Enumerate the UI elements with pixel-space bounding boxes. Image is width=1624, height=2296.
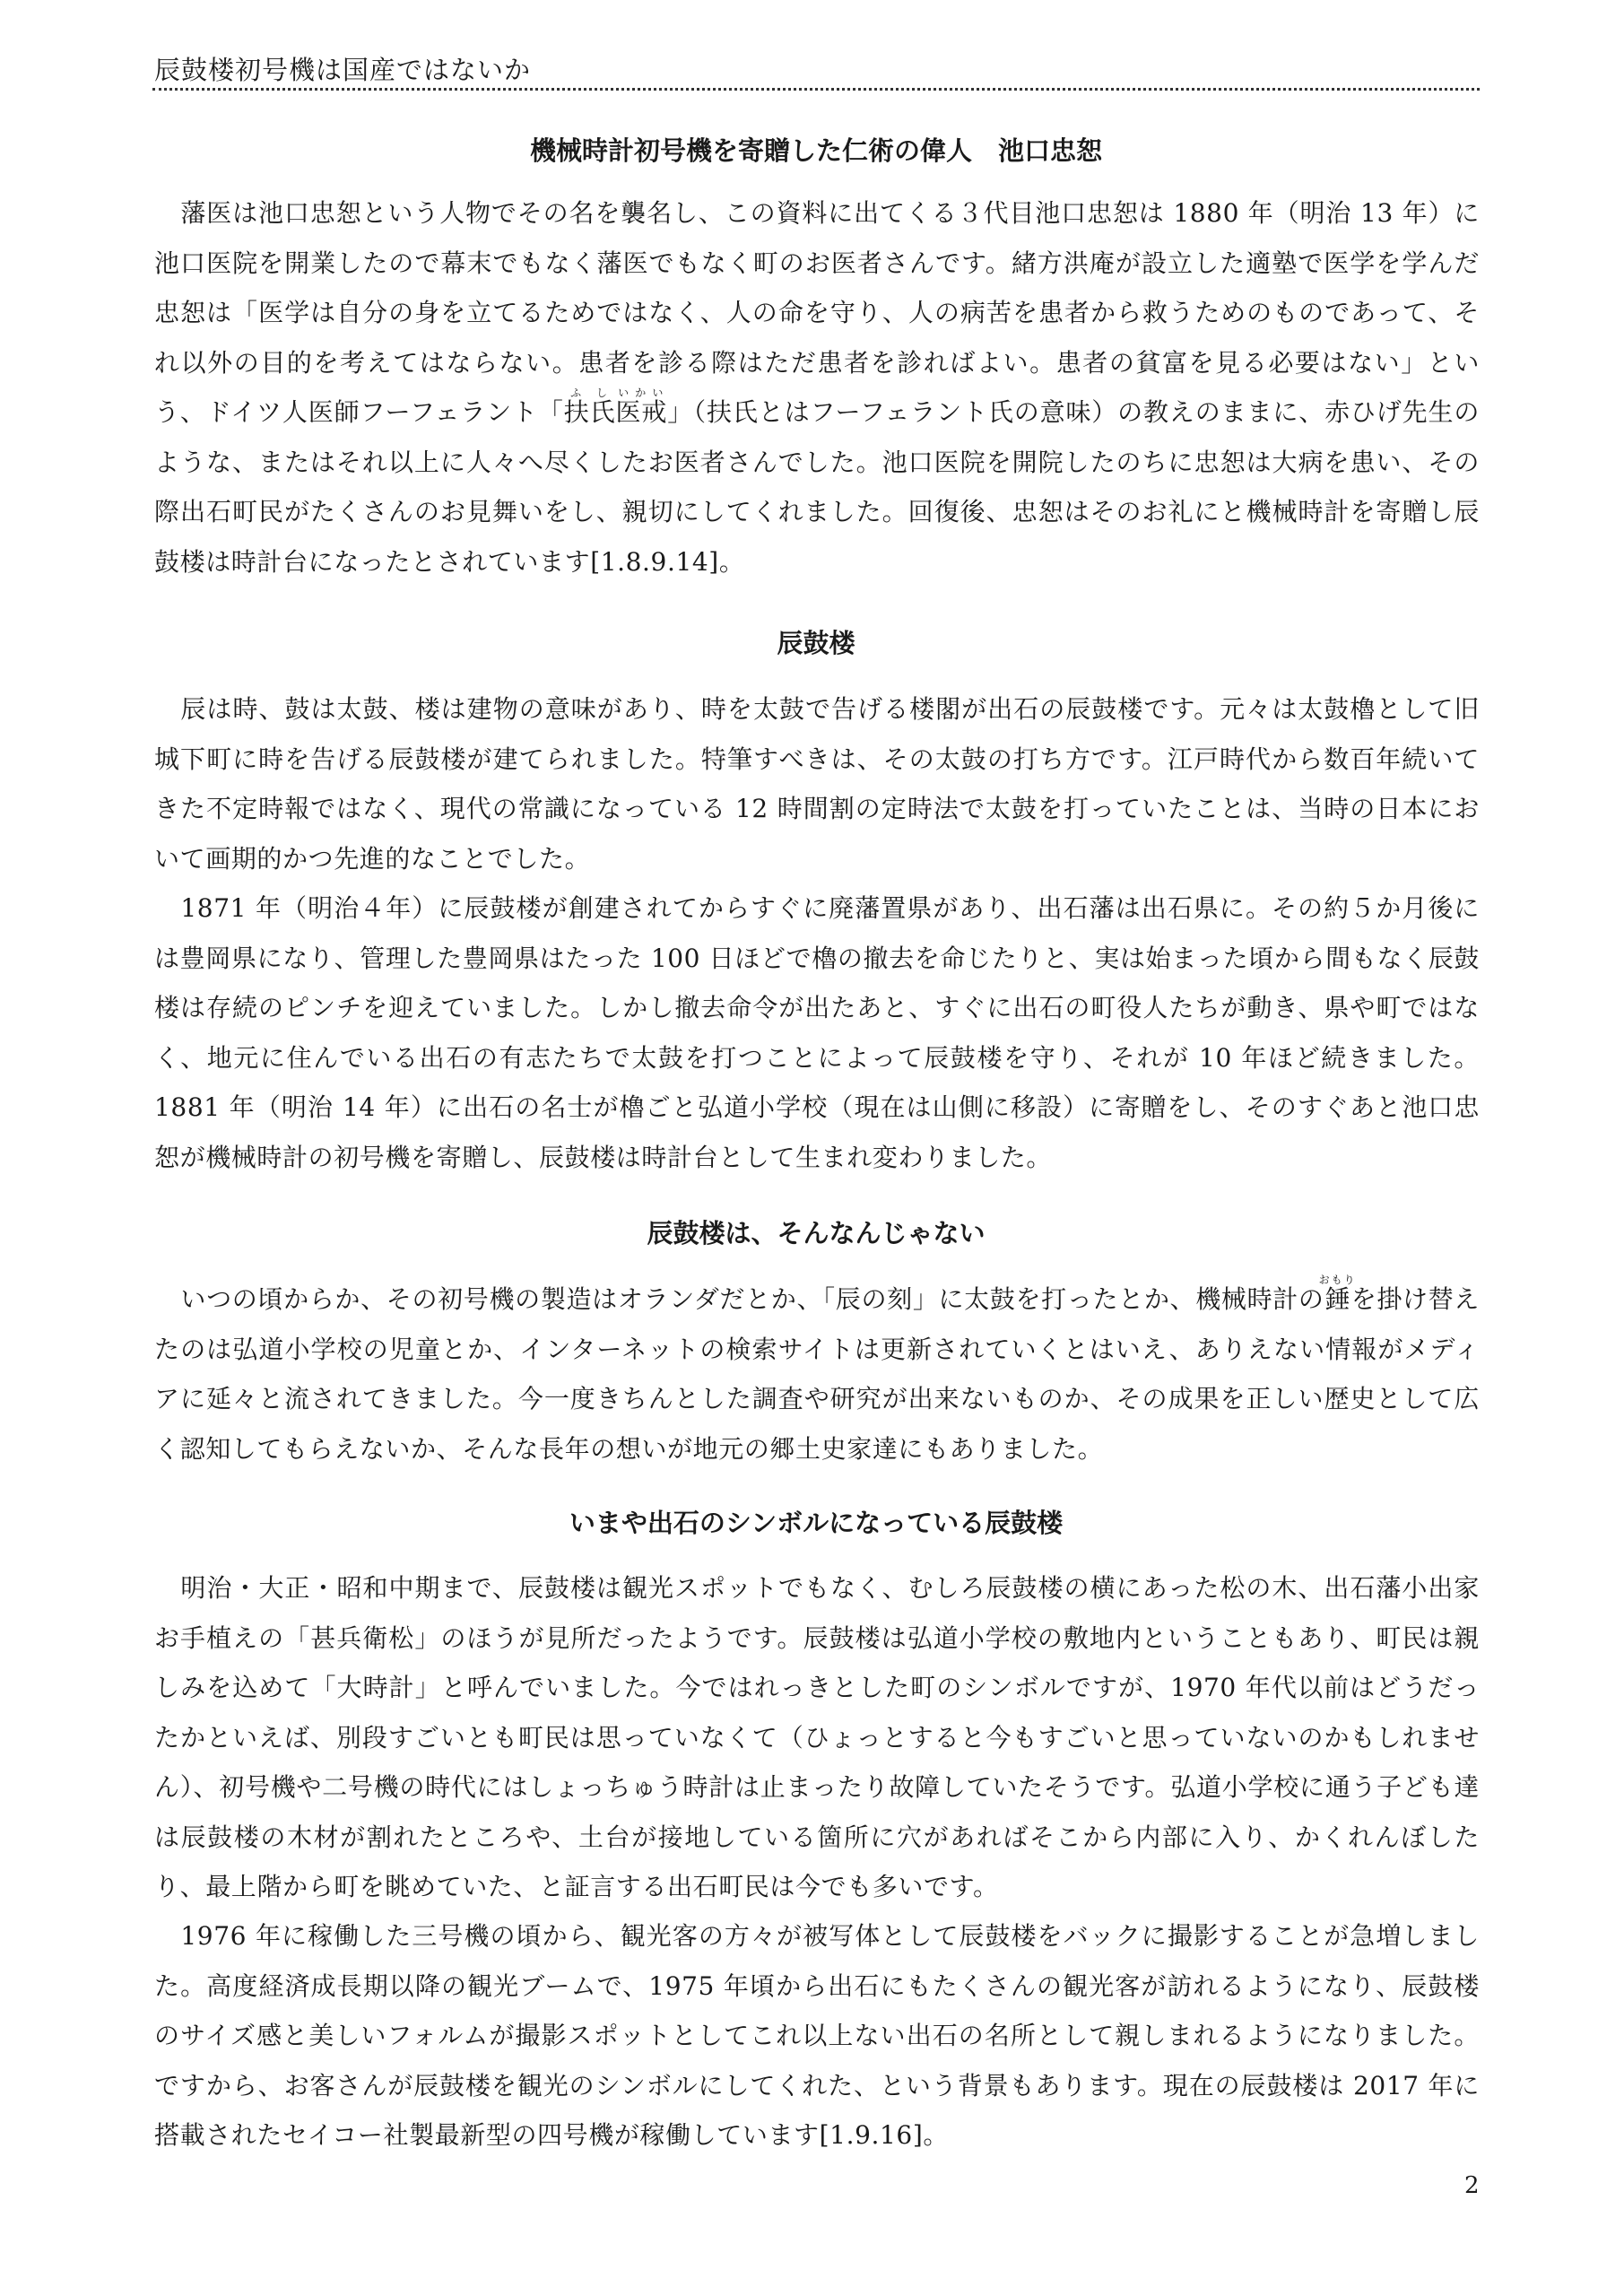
paragraph-ikeguchi — [154, 188, 1480, 587]
section-heading-myths: 辰鼓楼は、そんなんじゃない — [647, 1218, 986, 1248]
text-run: を掛け替えたのは弘道小学校の児童とか、インターネットの検索サイトは更新されていくとはいえ、ありえない情報がメディアに延々と流されてきました。今一度きちんとした調査や研究が出来ないものか、その成果を正しい歴史として広く認知してもらえないか、そんな長年の想いが地元の郷土史家達にもありました。 — [154, 1284, 1480, 1464]
furigana: し — [589, 387, 616, 399]
ruby-base: 扶 — [563, 397, 590, 427]
header-divider — [152, 88, 1480, 91]
ruby-base: 錘 — [1318, 1284, 1357, 1314]
furigana: ふ — [563, 387, 590, 399]
ruby-base: 医戒 — [615, 397, 668, 427]
page-number: 2 — [1464, 2172, 1480, 2199]
ruby-ikai — [615, 387, 668, 427]
paragraph-symbol-1: 明治・大正・昭和中期まで、辰鼓楼は観光スポットでもなく、むしろ辰鼓楼の横にあった松の木、出石藩小出家お手植えの「甚兵衛松」のほうが見所だったようです。辰鼓楼は弘道小学校の敷地内ということもあり、町民は親しみを込めて「大時計」と呼んでいました。今ではれっきとした町のシンボルですが、1970 年代以前はどうだったかといえば、別段すごいとも町民は思っていなくて（ひょっとすると今もすごいと思っていないのかもしれません）、初号機や二号機の時代にはしょっちゅう時計は止まったり故障していたそうです。弘道小学校に通う子ども達は辰鼓楼の木材が割れたところや、土台が接地している箇所に穴があればそこから内部に入り、かくれんぼしたり、最上階から町を眺めていた、と証言する出石町民は今でも多いです。 — [154, 1573, 1480, 1901]
furigana: おもり — [1318, 1274, 1357, 1286]
ruby-shi — [589, 387, 616, 427]
paragraph-symbol-2: 1976 年に稼働した三号機の頃から、観光客の方々が被写体として辰鼓楼をバックに撮影することが急増しました。高度経済成長期以降の観光ブームで、1975 年頃から出石にもたくさんの観光客が訪れるようになり、辰鼓楼のサイズ感と美しいフォルムが撮影スポットとしてこれ以上ない出石の名所として親しまれるようになりました。ですから、お客さんが辰鼓楼を観光のシンボルにしてくれた、という背景もあります。現在の辰鼓楼は 2017 年に搭載されたセイコー社製最新型の四号機が稼働しています[1.9.16]。 — [154, 1921, 1480, 2150]
paragraph-myths — [154, 1274, 1480, 1474]
section-heading-symbol: いまや出石のシンボルになっている辰鼓楼 — [569, 1508, 1064, 1538]
ruby-omori — [1318, 1274, 1357, 1314]
ruby-fu — [563, 387, 590, 427]
text-run: いつの頃からか、その初号機の製造はオランダだとか、「辰の刻」に太鼓を打ったとか、機械時計の — [180, 1284, 1324, 1314]
paragraph-shinkoro-1: 辰は時、鼓は太鼓、楼は建物の意味があり、時を太鼓で告げる楼閣が出石の辰鼓楼です。元々は太鼓櫓として旧城下町に時を告げる辰鼓楼が建てられました。特筆すべきは、その太鼓の打ち方です。江戸時代から数百年続いてきた不定時報ではなく、現代の常識になっている 12 時間割の定時法で太鼓を打っていたことは、当時の日本において画期的かつ先進的なことでした。 — [154, 694, 1481, 874]
section-heading-shinkoro: 辰鼓楼 — [777, 628, 855, 658]
text-run: 藩医は池口忠恕という人物でその名を襲名し、この資料に出てくる３代目池口忠恕は 1880 年（明治 13 年）に池口医院を開業したので幕末でもなく藩医でもなく町のお医者さんです。緒方洪庵が設立した適塾で医学を学んだ忠恕は「医学は自分の身を立てるためではなく、人の命を守り、人の病苦を患者から救うためのものであって、それ以外の目的を考えてはならない。患者を診る際はただ患者を診ればよい。患者の貧富を見る必要はない」という、ドイツ人医師フーフェラント「 — [154, 198, 1480, 427]
paragraph-shinkoro-2: 1871 年（明治４年）に辰鼓楼が創建されてからすぐに廃藩置県があり、出石藩は出石県に。その約５か月後には豊岡県になり、管理した豊岡県はたった 100 日ほどで櫓の撤去を命じたりと、実は始まった頃から間もなく辰鼓楼は存続のピンチを迎えていました。しかし撤去命令が出たあと、すぐに出石の町役人たちが動き、県や町ではなく、地元に住んでいる出石の有志たちで太鼓を打つことによって辰鼓楼を守り、それが 10 年ほど続きました。1881 年（明治 14 年）に出石の名士が櫓ごと弘道小学校（現在は山側に移設）に寄贈をし、そのすぐあと池口忠恕が機械時計の初号機を寄贈し、辰鼓楼は時計台として生まれ変わりました。 — [154, 893, 1480, 1172]
ruby-base: 氏 — [589, 397, 616, 427]
text-run: 」（扶氏とはフーフェラント氏の意味）の教えのままに、赤ひげ先生のような、またはそれ以上に人々へ尽くしたお医者さんでした。池口医院を開院したのちに忠恕は大病を患い、その際出石町民がたくさんのお見舞いをし、親切にしてくれました。回復後、忠恕はそのお礼にと機械時計を寄贈し辰鼓楼は時計台になったとされています[1.8.9.14]。 — [154, 397, 1480, 577]
section-heading-ikeguchi: 機械時計初号機を寄贈した仁術の偉人 池口忠恕 — [529, 135, 1102, 166]
furigana: いかい — [615, 387, 668, 399]
running-header: 辰鼓楼初号機は国産ではないか — [154, 55, 532, 85]
